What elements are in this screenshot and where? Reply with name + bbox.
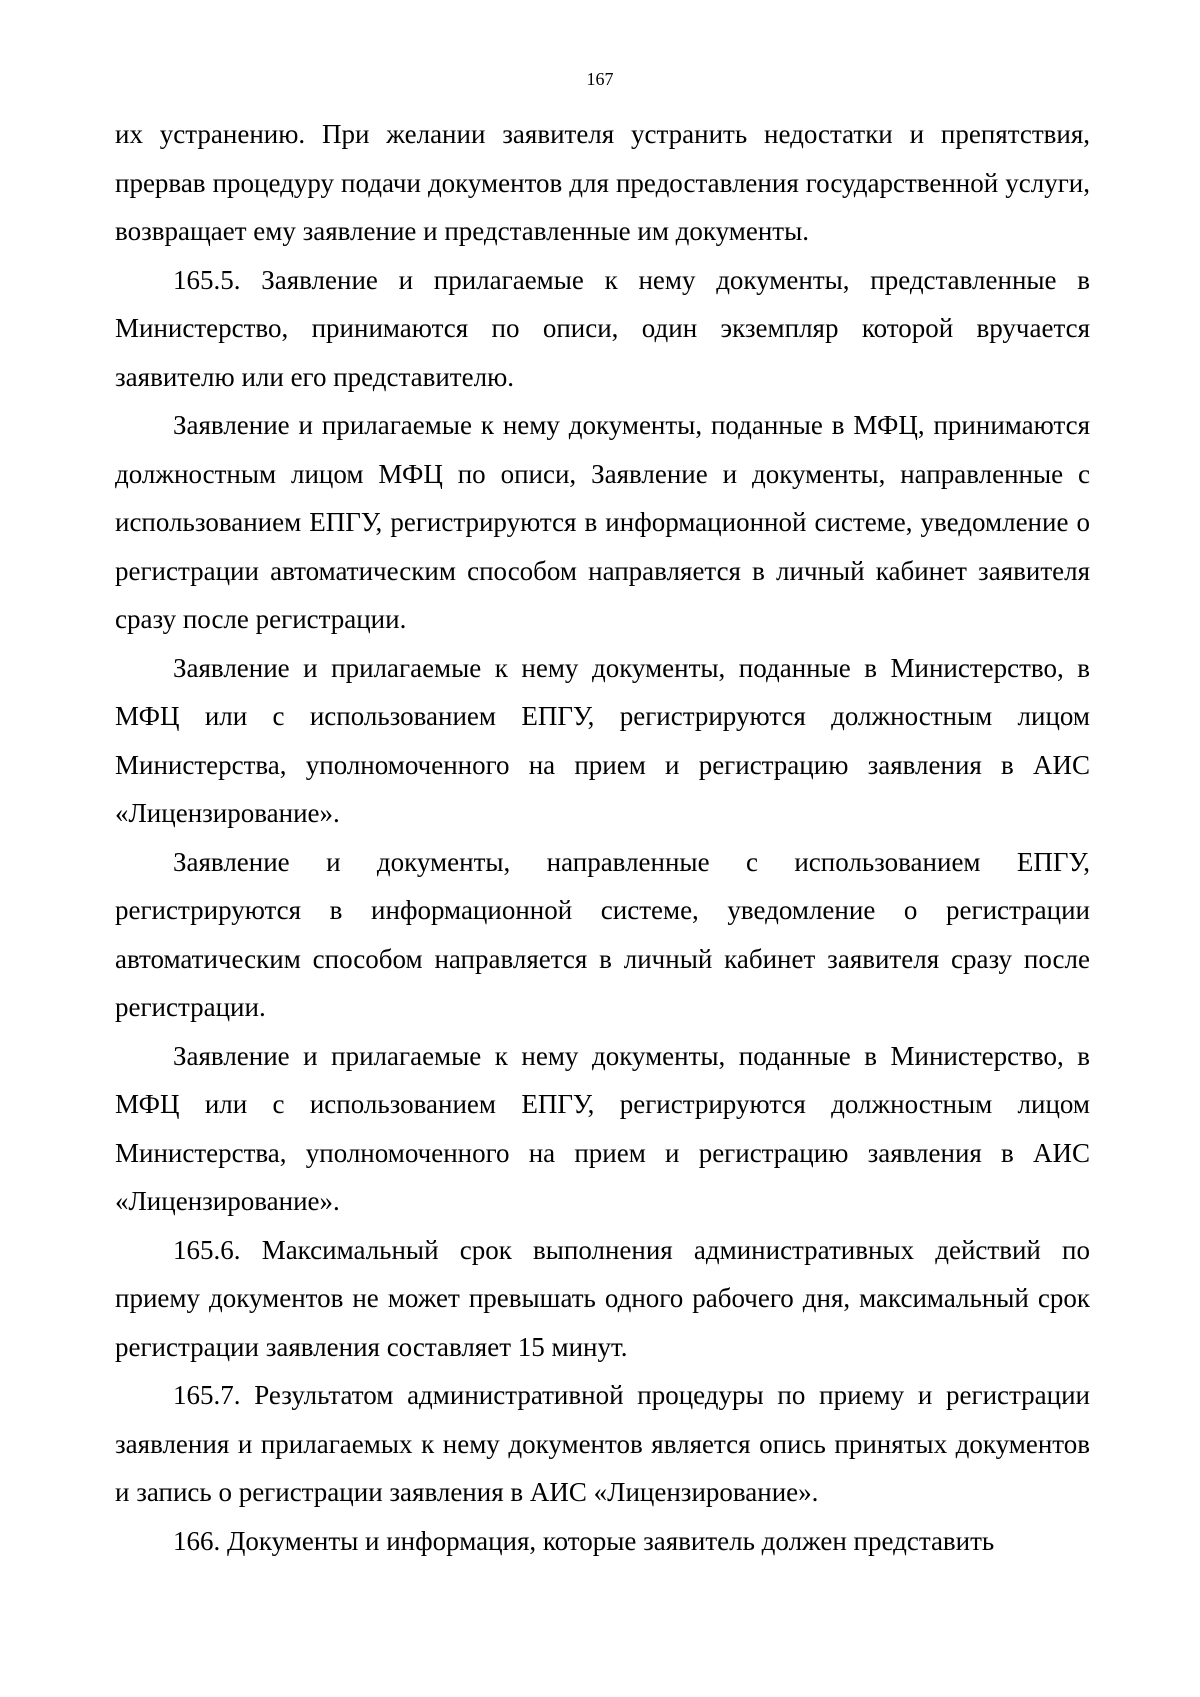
paragraph-166: 166. Документы и информация, которые заявитель должен представить bbox=[173, 1525, 995, 1556]
paragraph-epgu-registration: Заявление и документы, направленные с использованием ЕПГУ, регистрируются в информационной системе, уведомление о регистрации автоматическим способом направляется в личный кабинет заявителя сразу после регистрации. bbox=[115, 846, 1090, 1022]
paragraph-165-5: 165.5. Заявление и прилагаемые к нему документы, представленные в Министерство, принимаются по описи, один экземпляр которой вручается заявителю или его представителю. bbox=[115, 264, 1090, 392]
paragraph-continuation: их устранению. При желании заявителя устранить недостатки и препятствия, прервав процедуру подачи документов для предоставления государственной услуги, возвращает ему заявление и представленные им документы. bbox=[115, 119, 1090, 246]
paragraph-165-7: 165.7. Результатом административной процедуры по приему и регистрации заявления и прилагаемых к нему документов является опись принятых документов и запись о регистрации заявления в АИС «Лицензирование». bbox=[115, 1380, 1090, 1507]
paragraph-registration-ais-repeat: Заявление и прилагаемые к нему документы, поданные в Министерство, в МФЦ или с использованием ЕПГУ, регистрируются должностным лицом Министерства, уполномоченного на прием и регистрацию заявления в АИС «Лицензирование». bbox=[115, 1040, 1090, 1216]
paragraph-registration-ais: Заявление и прилагаемые к нему документы, поданные в Министерство, в МФЦ или с использованием ЕПГУ, регистрируются должностным лицом Министерства, уполномоченного на прием и регистрацию заявления в АИС «Лицензирование». bbox=[115, 652, 1090, 828]
page-number: 167 bbox=[586, 69, 614, 89]
paragraph-165-6: 165.6. Максимальный срок выполнения административных действий по приему документов не может превышать одного рабочего дня, максимальный срок регистрации заявления составляет 15 минут. bbox=[115, 1234, 1090, 1362]
body-text bbox=[115, 110, 1090, 1565]
paragraph-mfc-intake: Заявление и прилагаемые к нему документы, поданные в МФЦ, принимаются должностным лицом МФЦ по описи, Заявление и документы, направленные с использованием ЕПГУ, регистрируются в информационной системе, уведомление о регистрации автоматическим способом направляется в личный кабинет заявителя сразу после регистрации. bbox=[115, 410, 1090, 634]
